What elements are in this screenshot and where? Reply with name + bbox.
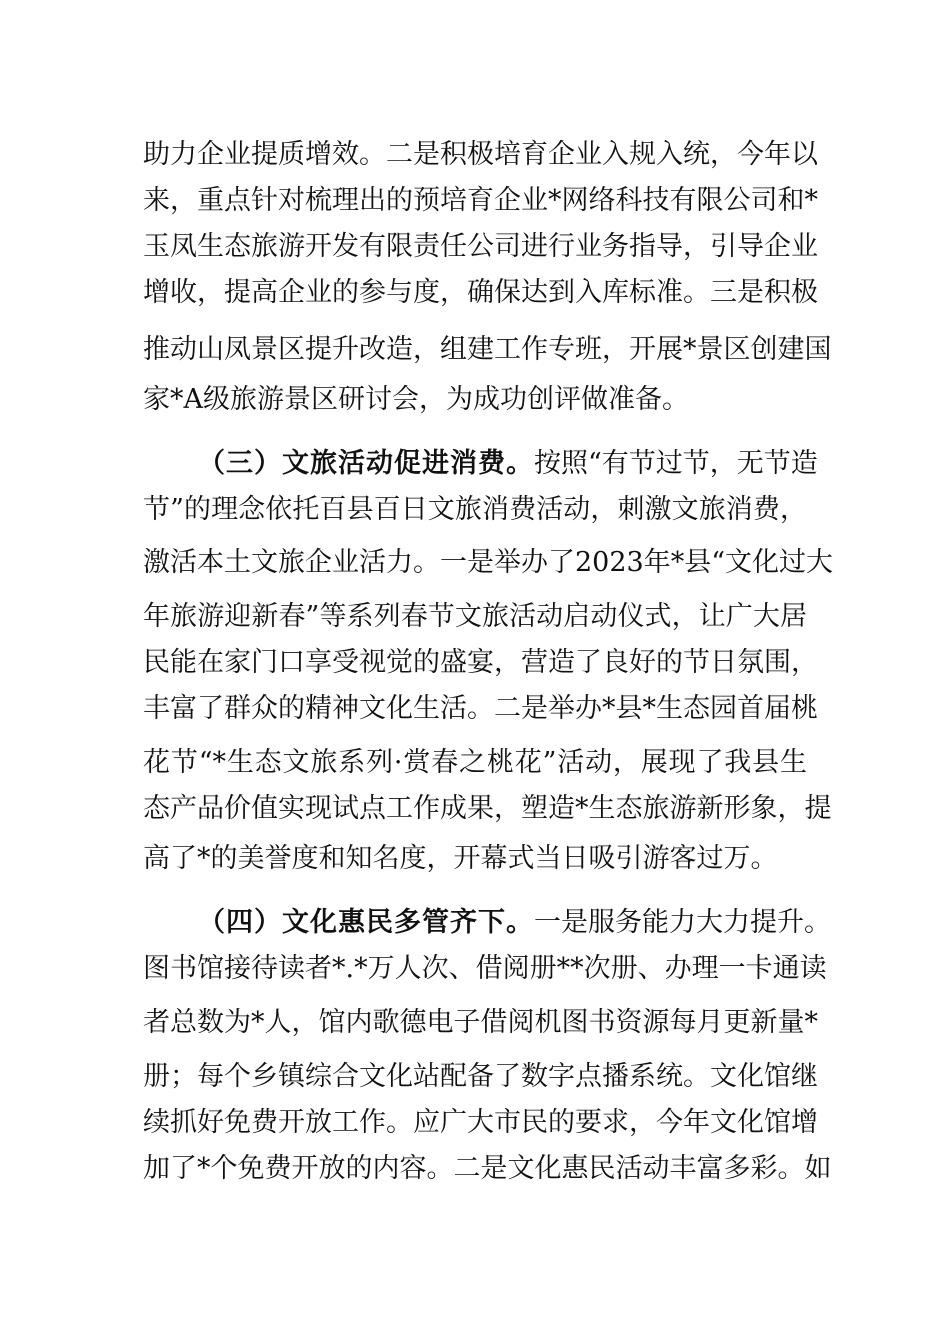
paragraph-1-line: 玉凤生态旅游开发有限责任公司进行业务指导，引导企业 (143, 231, 818, 262)
paragraph-2-line: 态产品价值实现试点工作成果，塑造*生态旅游新形象，提 (143, 793, 832, 824)
paragraph-2-line: 节”的理念依托百县百日文旅消费活动，刺激文旅消费， (143, 494, 807, 525)
paragraph-2-text: 按照“有节过节，无节造 (534, 448, 818, 479)
paragraph-2-line: 丰富了群众的精神文化生活。二是举办*县*生态园首届桃 (143, 693, 818, 724)
paragraph-2-line: 年旅游迎新春”等系列春节文旅活动启动仪式，让广大居 (143, 601, 807, 632)
paragraph-2-line: 民能在家门口享受视觉的盛宴，营造了良好的节日氛围， (143, 647, 818, 678)
paragraph-3-line: 图书馆接待读者*.*万人次、借阅册**次册、办理一卡通读 (143, 953, 827, 984)
paragraph-1-line: 来，重点针对梳理出的预培育企业*网络科技有限公司和* (143, 185, 818, 216)
section-heading-3: （三）文旅活动促进消费。 (198, 448, 534, 479)
section-heading-4: （四）文化惠民多管齐下。 (198, 907, 534, 938)
paragraph-3-line: 加了*个免费开放的内容。二是文化惠民活动丰富多彩。如 (143, 1153, 832, 1184)
paragraph-1-line: 家*A级旅游景区研讨会，为成功创评做准备。 (143, 384, 689, 415)
paragraph-1-line: 助力企业提质增效。二是积极培育企业入规入统，今年以 (143, 139, 818, 170)
paragraph-3-first-line (198, 903, 831, 943)
paragraph-1-line: 推动山凤景区提升改造，组建工作专班，开展*景区创建国 (143, 334, 832, 365)
paragraph-3-line: 续抓好免费开放工作。应广大市民的要求，今年文化馆增 (143, 1107, 818, 1138)
paragraph-2-line: 花节“*生态文旅系列·赏春之桃花”活动，展现了我县生 (143, 747, 807, 778)
paragraph-3-text: 一是服务能力大力提升。 (534, 907, 831, 938)
paragraph-2-first-line (198, 444, 818, 484)
paragraph-2-line: 高了*的美誉度和知名度，开幕式当日吸引游客过万。 (143, 843, 778, 874)
paragraph-3-line: 册；每个乡镇综合文化站配备了数字点播系统。文化馆继 (143, 1061, 818, 1092)
paragraph-3-line: 者总数为*人，馆内歌德电子借阅机图书资源每月更新量* (143, 1007, 818, 1038)
paragraph-2-line: 激活本土文旅企业活力。一是举办了2023年*县“文化过大 (143, 547, 834, 578)
paragraph-1-line: 增收，提高企业的参与度，确保达到入库标准。三是积极 (143, 277, 818, 308)
